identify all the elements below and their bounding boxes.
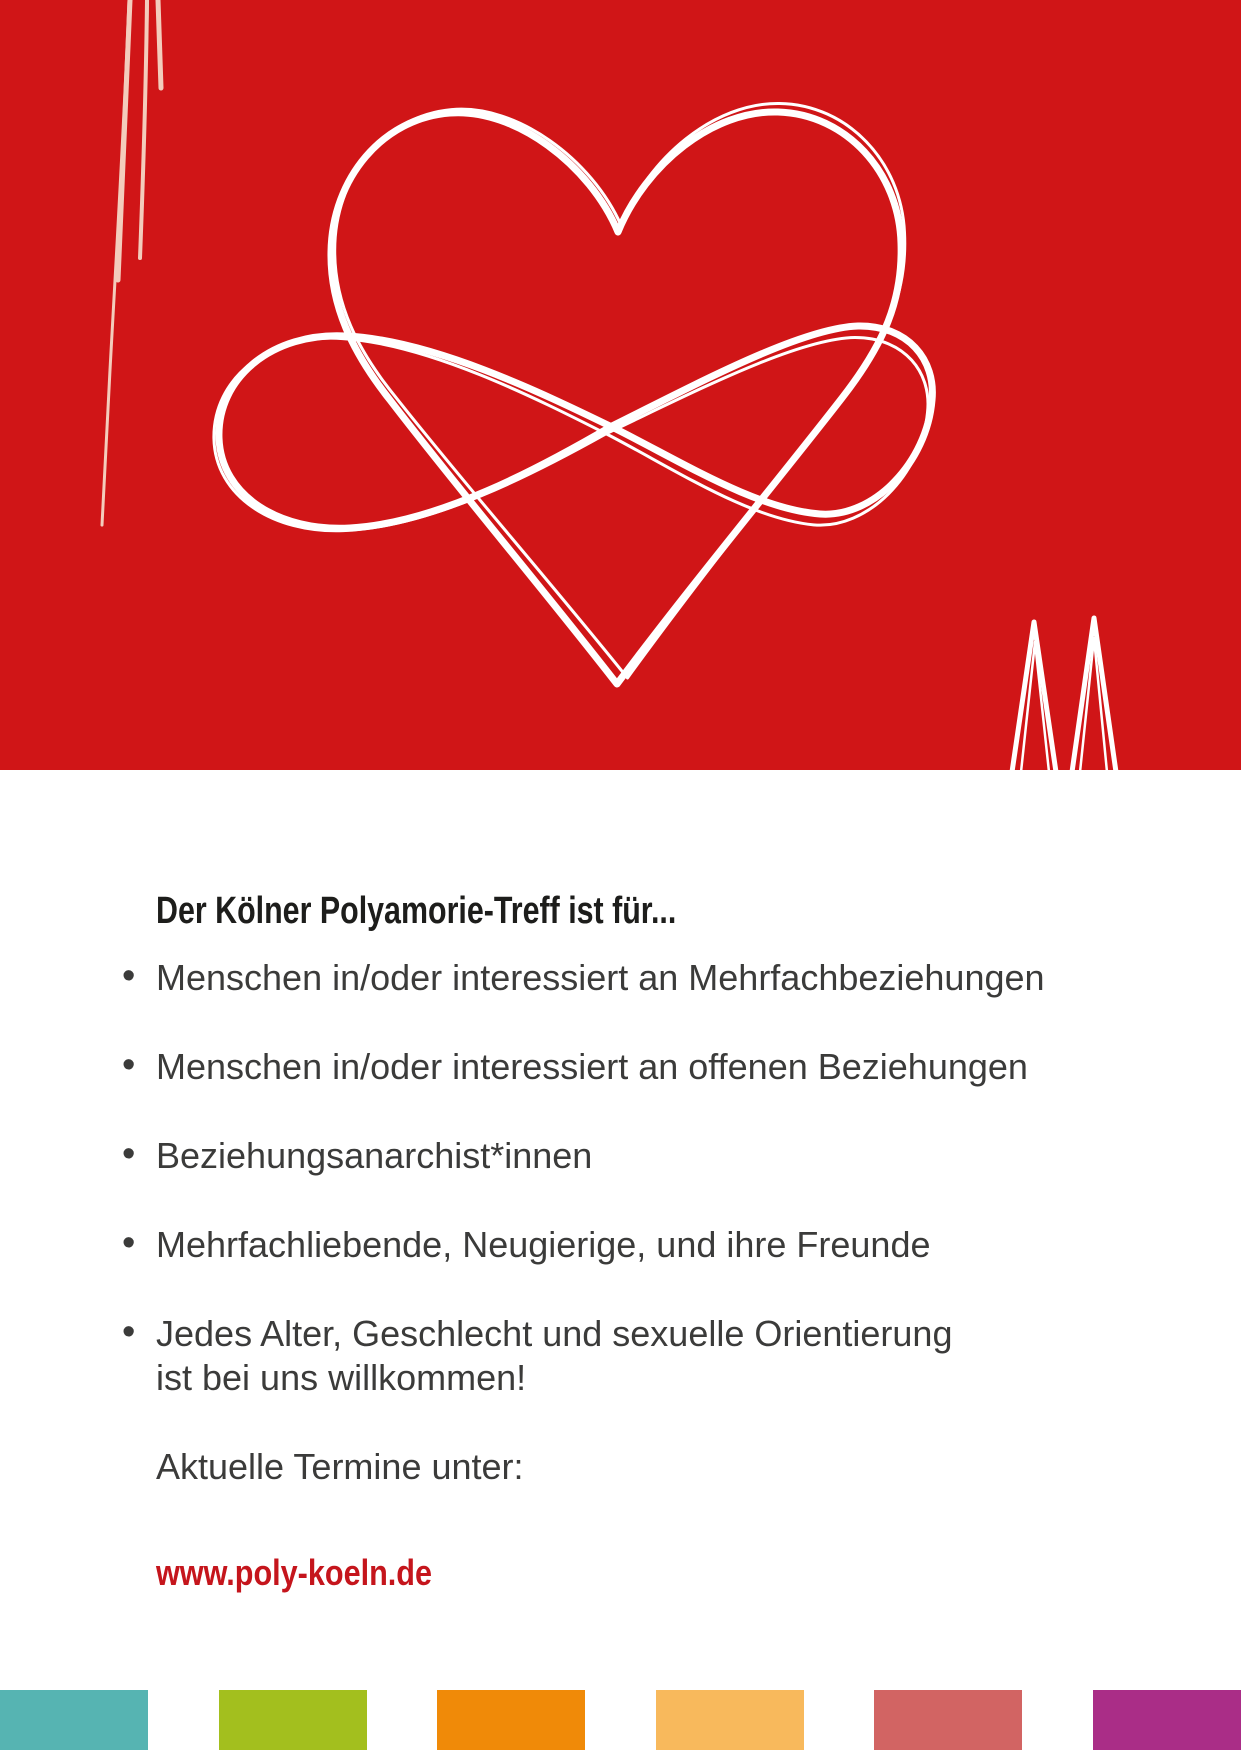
footer-square-orange xyxy=(437,1690,585,1750)
list-item xyxy=(122,956,1045,1000)
footer-square-green xyxy=(219,1690,367,1750)
infinity-heart-icon xyxy=(212,101,932,684)
footer-color-band xyxy=(0,1690,1241,1749)
page-title: Der Kölner Polyamorie-Treff ist für... xyxy=(156,890,677,933)
list-item-text: Jedes Alter, Geschlecht und sexuelle Orientierung xyxy=(156,1313,953,1354)
list-item xyxy=(122,1134,592,1178)
brush-lines-icon xyxy=(102,0,161,525)
list-item-text: Menschen in/oder interessiert an Mehrfachbeziehungen xyxy=(156,957,1045,998)
list-item-text: Menschen in/oder interessiert an offenen Beziehungen xyxy=(156,1046,1028,1087)
list-item-text: Beziehungsanarchist*innen xyxy=(156,1135,593,1176)
schedule-note: Aktuelle Termine unter: xyxy=(156,1446,524,1487)
list-item xyxy=(122,1045,1028,1089)
header-illustration xyxy=(0,0,1241,770)
website-link[interactable]: www.poly-koeln.de xyxy=(156,1552,432,1593)
list-item xyxy=(122,1223,931,1267)
list-item-text-line2: ist bei uns willkommen! xyxy=(156,1356,527,1398)
footer-square-amber xyxy=(656,1690,804,1750)
list-item-text: Mehrfachliebende, Neugierige, und ihre Freunde xyxy=(156,1224,931,1265)
cathedral-spires-icon xyxy=(1012,618,1116,770)
list-item xyxy=(122,1312,952,1400)
footer-square-magenta xyxy=(1093,1690,1241,1750)
header-banner xyxy=(0,0,1241,770)
footer-square-coral xyxy=(874,1690,1022,1750)
footer-square-teal xyxy=(0,1690,148,1750)
